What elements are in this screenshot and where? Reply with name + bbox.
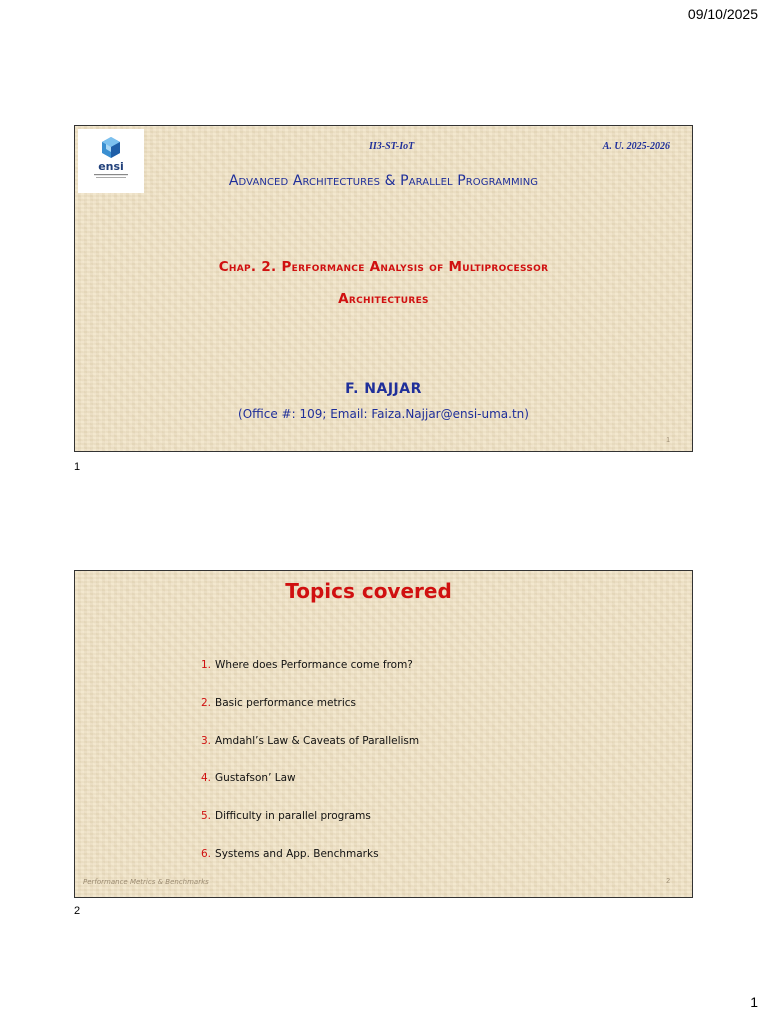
course-code: II3-ST-IoT [369, 141, 415, 152]
topic-item [201, 697, 356, 709]
slide-title: Topics covered [285, 579, 452, 603]
topic-text: Systems and App. Benchmarks [215, 848, 379, 860]
chapter-title-line-1: Chap. 2. Performance Analysis of Multiprocessor [218, 259, 549, 275]
topic-text: Difficulty in parallel programs [215, 810, 371, 822]
topic-number: 6. [201, 848, 212, 860]
topic-item [201, 848, 379, 860]
slide-2-label: 2 [74, 905, 81, 917]
page-number: 1 [750, 994, 758, 1010]
topic-item [201, 659, 413, 671]
topic-item [201, 810, 371, 822]
topic-item [201, 772, 296, 784]
slide-2 [74, 570, 693, 898]
topic-number: 2. [201, 697, 212, 709]
topic-text: Where does Performance come from? [215, 659, 413, 671]
slide-1 [74, 125, 693, 452]
chapter-title-line-2: Architectures [338, 291, 429, 307]
topic-text: Amdahl’s Law & Caveats of Parallelism [215, 735, 420, 747]
course-title: Advanced Architectures & Parallel Programming [228, 173, 539, 189]
topic-item [201, 735, 419, 747]
author-name: F. NAJJAR [345, 381, 422, 397]
svg-text:ensi: ensi [98, 160, 124, 173]
slide-1-label: 1 [74, 461, 81, 473]
academic-year: A. U. 2025-2026 [602, 141, 670, 152]
slide-footer: Performance Metrics & Benchmarks [83, 878, 209, 886]
author-contact: (Office #: 109; Email: Faiza.Najjar@ensi-uma.tn) [238, 407, 529, 421]
chapter-title [165, 251, 602, 315]
topic-number: 3. [201, 735, 212, 747]
slide-number: 1 [666, 437, 670, 444]
topic-number: 5. [201, 810, 212, 822]
slide-number: 2 [666, 878, 670, 885]
topic-text: Basic performance metrics [215, 697, 357, 709]
topic-text: Gustafson’ Law [215, 772, 296, 784]
topic-number: 4. [201, 772, 212, 784]
topic-number: 1. [201, 659, 212, 671]
print-date: 09/10/2025 [687, 6, 758, 22]
